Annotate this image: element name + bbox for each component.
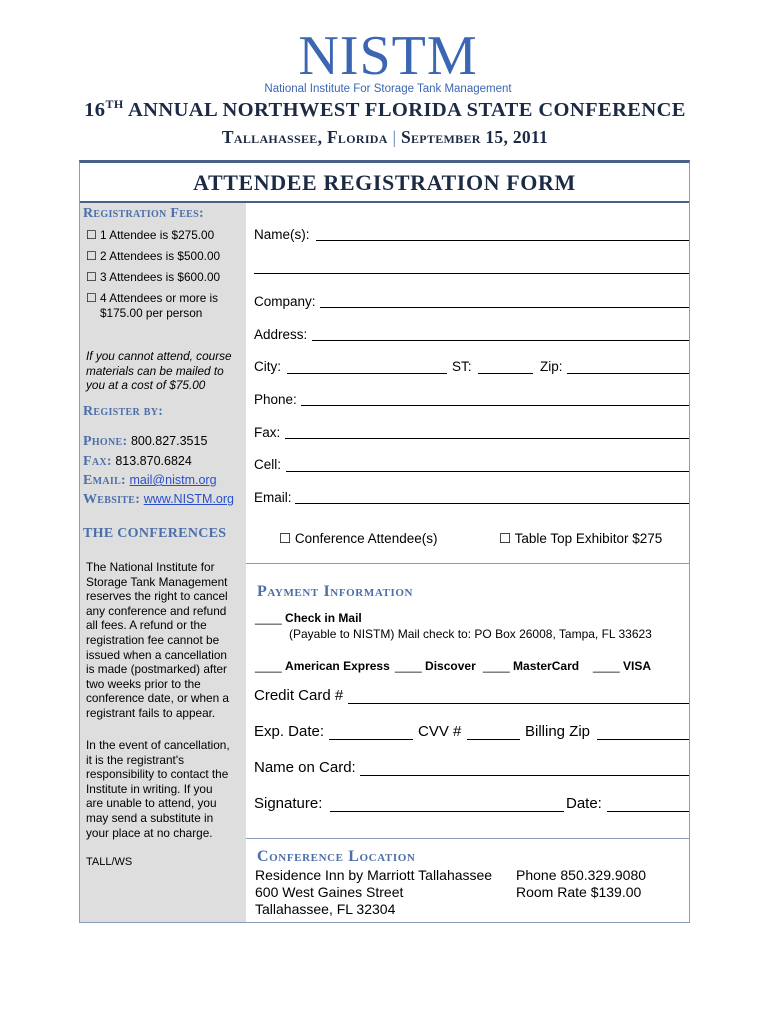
conference-date: September 15, 2011 [400, 127, 549, 147]
contact-phone [83, 434, 207, 450]
exp-date-label: Exp. Date: [254, 723, 325, 740]
fee-label: 2 Attendees is $500.00 [100, 249, 221, 263]
names-field[interactable] [316, 240, 689, 241]
phone-field[interactable] [301, 405, 689, 406]
email-field-label: Email: [254, 490, 292, 505]
policy-line: conference date, or when a [86, 691, 229, 706]
date-label: Date: [566, 795, 602, 812]
zip-field[interactable] [567, 373, 689, 374]
policy-line: all fees. A refund or the [86, 618, 207, 633]
credit-card-field[interactable] [348, 703, 689, 704]
billing-zip-label: Billing Zip [525, 723, 591, 740]
email-field[interactable] [295, 503, 689, 504]
check-option[interactable] [255, 611, 362, 625]
cancel-line: your place at no charge. [86, 825, 213, 840]
names-field-2[interactable] [254, 273, 689, 274]
state-field[interactable] [478, 373, 533, 374]
cell-field[interactable] [286, 471, 689, 472]
section-divider [246, 838, 690, 839]
date-field[interactable] [607, 811, 689, 812]
form-title: ATTENDEE REGISTRATION FORM [193, 170, 576, 195]
room-rate: Room Rate $139.00 [516, 884, 642, 900]
card-blank[interactable]: ____ [483, 659, 510, 673]
register-heading: Register by: [83, 404, 164, 419]
name-on-card-label: Name on Card: [254, 759, 356, 776]
logo-subtitle: National Institute For Storage Tank Management [264, 83, 512, 95]
address-label: Address: [254, 327, 308, 342]
fax-field[interactable] [285, 438, 689, 439]
cancel-line: Institute in writing. If you [86, 781, 213, 796]
state-label: ST: [452, 359, 472, 374]
contact-website [83, 492, 234, 508]
zip-label: Zip: [540, 359, 563, 374]
cancel-line: responsibility to contact the [86, 767, 229, 782]
card-label: Discover [425, 659, 476, 673]
signature-field[interactable] [330, 811, 564, 812]
hotel-city: Tallahassee, FL 32304 [255, 901, 396, 917]
fee-note: $175.00 per person [100, 306, 203, 320]
card-discover[interactable] [395, 659, 476, 673]
policy-line: registration fee cannot be [86, 632, 220, 647]
phone-label: Phone: [83, 434, 128, 449]
card-amex[interactable] [255, 659, 390, 673]
check-note: (Payable to NISTM) Mail check to: PO Box 26008, Tampa, FL 33623 [289, 627, 652, 641]
credit-card-label: Credit Card # [254, 687, 344, 704]
exhibitor-option[interactable] [499, 531, 662, 547]
logo-text: NISTM [298, 25, 478, 87]
name-on-card-field[interactable] [360, 775, 689, 776]
hotel-phone: Phone 850.329.9080 [516, 867, 647, 883]
title-number: 16 [84, 98, 106, 121]
fee-option-1[interactable] [86, 228, 214, 243]
email-link[interactable]: mail@nistm.org [129, 473, 217, 487]
location-heading: Conference Location [257, 848, 416, 865]
cancel-line: In the event of cancellation, [86, 738, 230, 752]
conference-subtitle [0, 127, 770, 148]
contact-email [83, 473, 217, 489]
form-code: TALL/WS [86, 856, 133, 868]
fee-option-2[interactable] [86, 249, 220, 264]
fax-label: Fax: [83, 454, 112, 469]
contact-fax [83, 454, 192, 470]
attendee-option-label: Conference Attendee(s) [294, 531, 438, 546]
address-field[interactable] [312, 340, 689, 341]
subtitle-separator: | [392, 127, 397, 147]
policy-line: two weeks prior to the [86, 676, 201, 691]
policy-line: registrant fails to appear. [86, 705, 216, 720]
policy-line: reserves the right to cancel [86, 589, 228, 604]
phone-field-label: Phone: [254, 392, 297, 407]
check-label: Check in Mail [285, 611, 362, 625]
card-label: MasterCard [513, 659, 580, 673]
cell-field-label: Cell: [254, 457, 282, 472]
cvv-label: CVV # [418, 723, 462, 740]
signature-label: Signature: [254, 795, 323, 812]
policy-line: issued when a cancellation [86, 647, 227, 662]
card-visa[interactable] [593, 659, 651, 673]
conferences-heading: THE CONFERENCES [83, 526, 227, 541]
fee-option-3[interactable] [86, 270, 220, 285]
fax-value: 813.870.6824 [115, 454, 192, 468]
cvv-field[interactable] [467, 739, 520, 740]
fees-heading: Registration Fees: [83, 206, 204, 221]
email-label: Email: [83, 473, 127, 488]
card-blank[interactable]: ____ [593, 659, 620, 673]
exhibitor-option-label: Table Top Exhibitor $275 [514, 531, 663, 546]
billing-zip-field[interactable] [597, 739, 689, 740]
website-label: Website: [83, 492, 141, 507]
checkbox-icon[interactable]: ☐ [86, 228, 97, 242]
card-blank[interactable]: ____ [255, 659, 282, 673]
city-label: City: [254, 359, 281, 374]
materials-line: If you cannot attend, course [86, 349, 232, 363]
fee-option-4[interactable] [86, 291, 218, 306]
conference-location: Tallahassee, Florida [221, 127, 388, 147]
card-blank[interactable]: ____ [395, 659, 422, 673]
checkbox-icon[interactable]: ☐ [86, 291, 97, 305]
company-field[interactable] [320, 307, 689, 308]
policy-line: any conference and refund [86, 603, 227, 618]
checkbox-icon[interactable]: ☐ [279, 531, 292, 546]
materials-line: materials can be mailed to [86, 363, 224, 378]
card-label: VISA [623, 659, 652, 673]
checkbox-icon[interactable]: ☐ [499, 531, 512, 546]
policy-line: The National Institute for [86, 560, 215, 574]
hotel-street: 600 West Gaines Street [255, 884, 404, 900]
policy-line: is made (postmarked) after [86, 662, 227, 677]
card-label: American Express [285, 659, 390, 673]
payment-heading: Payment Information [257, 583, 414, 600]
fee-label: 1 Attendee is $275.00 [100, 228, 215, 242]
checkbox-icon[interactable]: ☐ [86, 249, 97, 263]
cancel-line: it is the registrant's [86, 752, 184, 767]
conference-title [0, 97, 770, 122]
policy-text [86, 560, 229, 721]
materials-line: you at a cost of $75.00 [86, 378, 206, 393]
fee-label: 3 Attendees is $600.00 [100, 270, 221, 284]
cancel-line: are unable to attend, you [86, 796, 217, 811]
nistm-logo [258, 25, 518, 95]
cancellation-text [86, 738, 230, 840]
fax-field-label: Fax: [254, 425, 281, 440]
title-suffix: TH [105, 97, 124, 111]
title-rest: ANNUAL NORTHWEST FLORIDA STATE CONFERENCE [123, 98, 686, 121]
materials-note [86, 349, 232, 393]
check-blank[interactable]: ____ [255, 611, 282, 625]
attendee-option[interactable] [279, 531, 437, 547]
fee-label: 4 Attendees or more is [100, 291, 219, 305]
city-field[interactable] [287, 373, 447, 374]
cancel-line: may send a substitute in [86, 810, 214, 825]
card-mastercard[interactable] [483, 659, 579, 673]
phone-value: 800.827.3515 [130, 434, 208, 448]
website-link[interactable]: www.NISTM.org [143, 492, 234, 506]
exp-date-field[interactable] [329, 739, 413, 740]
checkbox-icon[interactable]: ☐ [86, 270, 97, 284]
hotel-name: Residence Inn by Marriott Tallahassee [255, 867, 493, 883]
company-label: Company: [254, 294, 316, 309]
section-divider [246, 563, 690, 564]
names-label: Name(s): [254, 227, 310, 242]
policy-line: Storage Tank Management [86, 574, 228, 589]
